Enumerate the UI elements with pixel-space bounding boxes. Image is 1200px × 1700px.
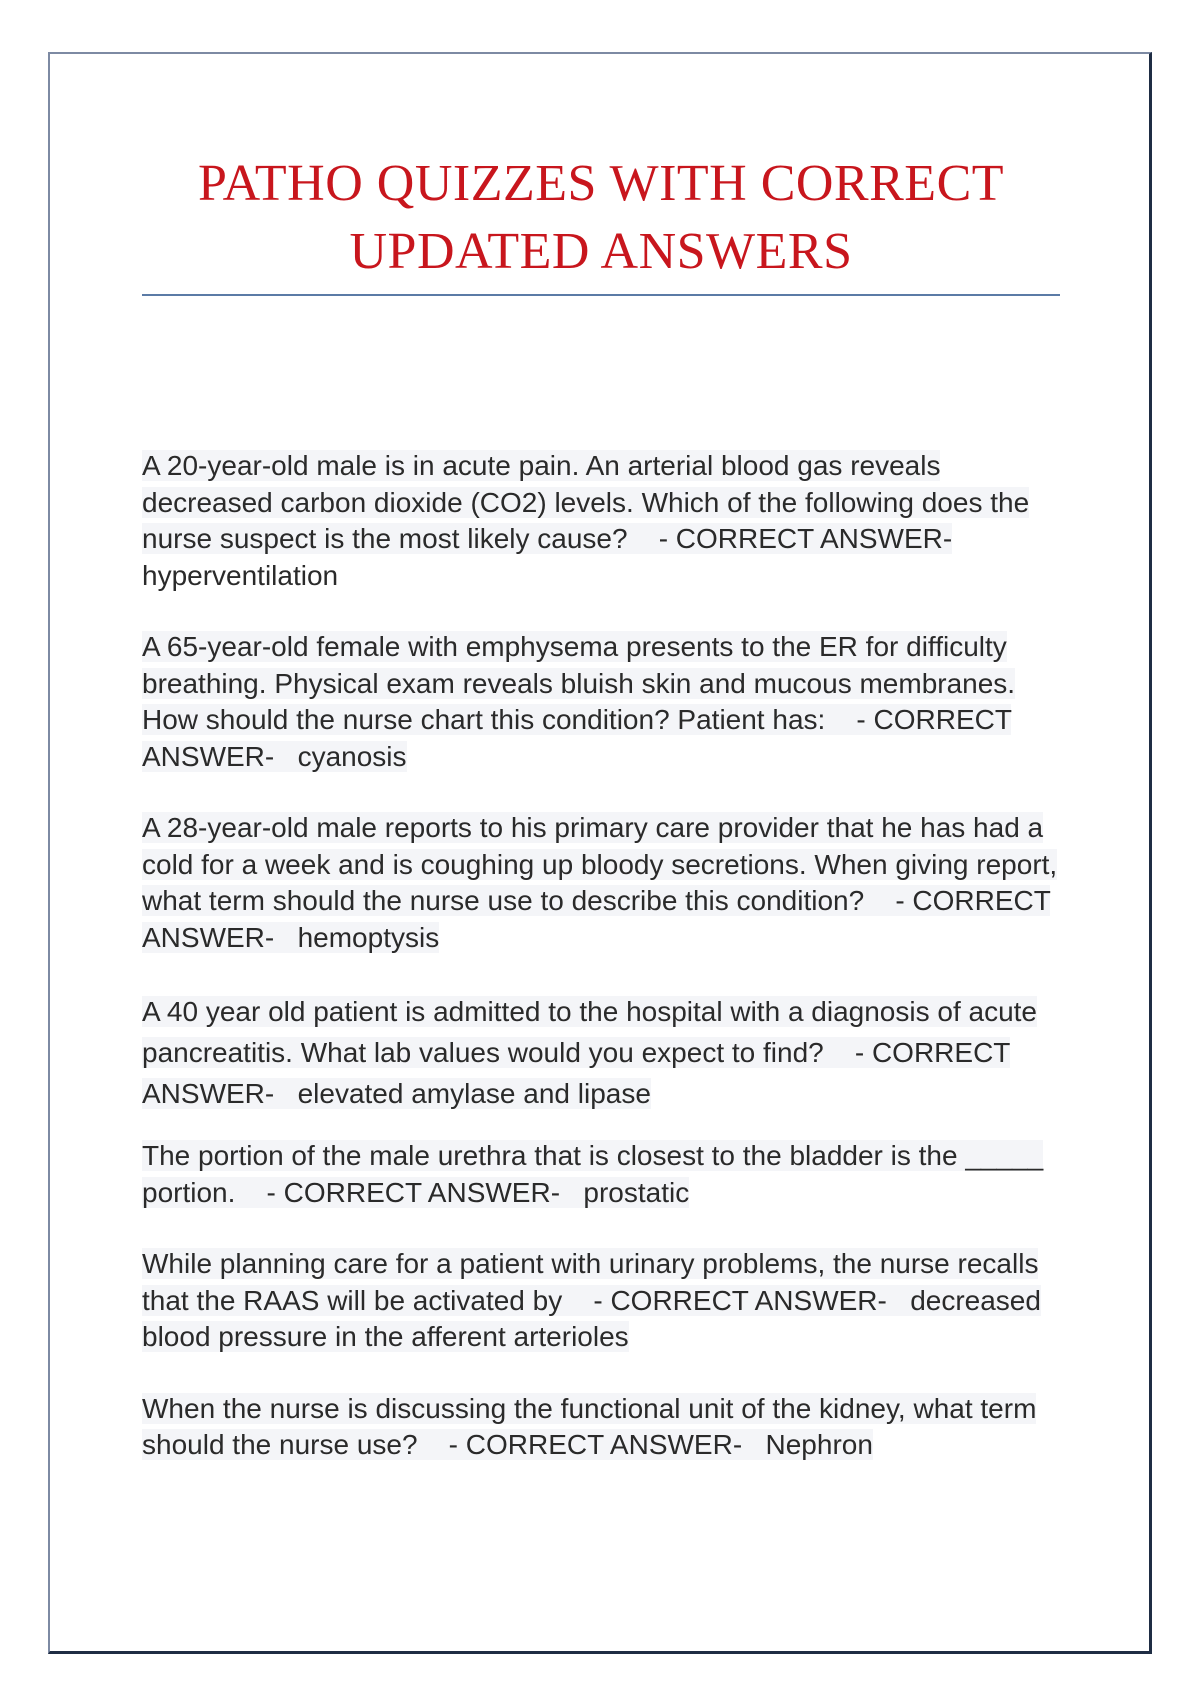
qa-item (142, 1246, 1062, 1356)
answer-marker: - CORRECT ANSWER- (142, 885, 1051, 953)
answer-marker: - CORRECT ANSWER- (266, 1176, 561, 1208)
question-text: A 40 year old patient is admitted to the hospital with a diagnosis of acute pancreatitis. What lab values would you expect to find? (142, 996, 1038, 1068)
answer-text: Nephron (765, 1429, 873, 1460)
qa-item (142, 810, 1062, 956)
question-text: A 28-year-old male reports to his primary care provider that he has had a cold for a week and is coughing up bloody secretions. When giving report, what term should the nurse use to describe this condition? (142, 812, 1058, 916)
document-title (142, 150, 1060, 286)
qa-item (142, 1138, 1062, 1211)
qa-item (142, 448, 1062, 594)
question-text: When the nurse is discussing the functional unit of the kidney, what term should the nurse use? (142, 1392, 1037, 1460)
answer-text: hemoptysis (297, 921, 440, 953)
answer-text: prostatic (583, 1176, 690, 1208)
title-line-1: PATHO QUIZZES WITH CORRECT (197, 155, 1005, 212)
answer-marker: - CORRECT ANSWER- (142, 1037, 1010, 1109)
answer-text: decreased blood pressure in the afferent arterioles (142, 1284, 1041, 1352)
answer-marker: - CORRECT ANSWER- (593, 1284, 887, 1316)
answer-marker: - CORRECT ANSWER- (658, 523, 953, 554)
answer-text: hyperventilation (142, 559, 339, 591)
qa-item (142, 1391, 1062, 1464)
answer-text: cyanosis (297, 740, 407, 772)
qa-item (142, 991, 1062, 1114)
question-text: A 20-year-old male is in acute pain. An arterial blood gas reveals decreased carbon dioxide (CO2) levels. Which of the following does the nurse suspect is the most likely cause? (142, 450, 1030, 554)
question-text: A 65-year-old female with emphysema presents to the ER for difficulty breathing. Physical exam reveals bluish skin and mucous membranes. How should the nurse chart this condition? Patient has: (142, 631, 1016, 735)
answer-marker: - CORRECT ANSWER- (142, 704, 1012, 772)
answer-marker: - CORRECT ANSWER- (448, 1429, 743, 1460)
question-text: The portion of the male urethra that is closest to the bladder is the _____ portion. (142, 1140, 1044, 1208)
question-text: While planning care for a patient with urinary problems, the nurse recalls that the RAAS will be activated by (142, 1248, 1039, 1316)
title-line-2: UPDATED ANSWERS (349, 223, 853, 280)
answer-text: elevated amylase and lipase (297, 1078, 651, 1109)
qa-item (142, 629, 1062, 775)
title-divider (142, 294, 1060, 296)
qa-list (142, 448, 1062, 1464)
